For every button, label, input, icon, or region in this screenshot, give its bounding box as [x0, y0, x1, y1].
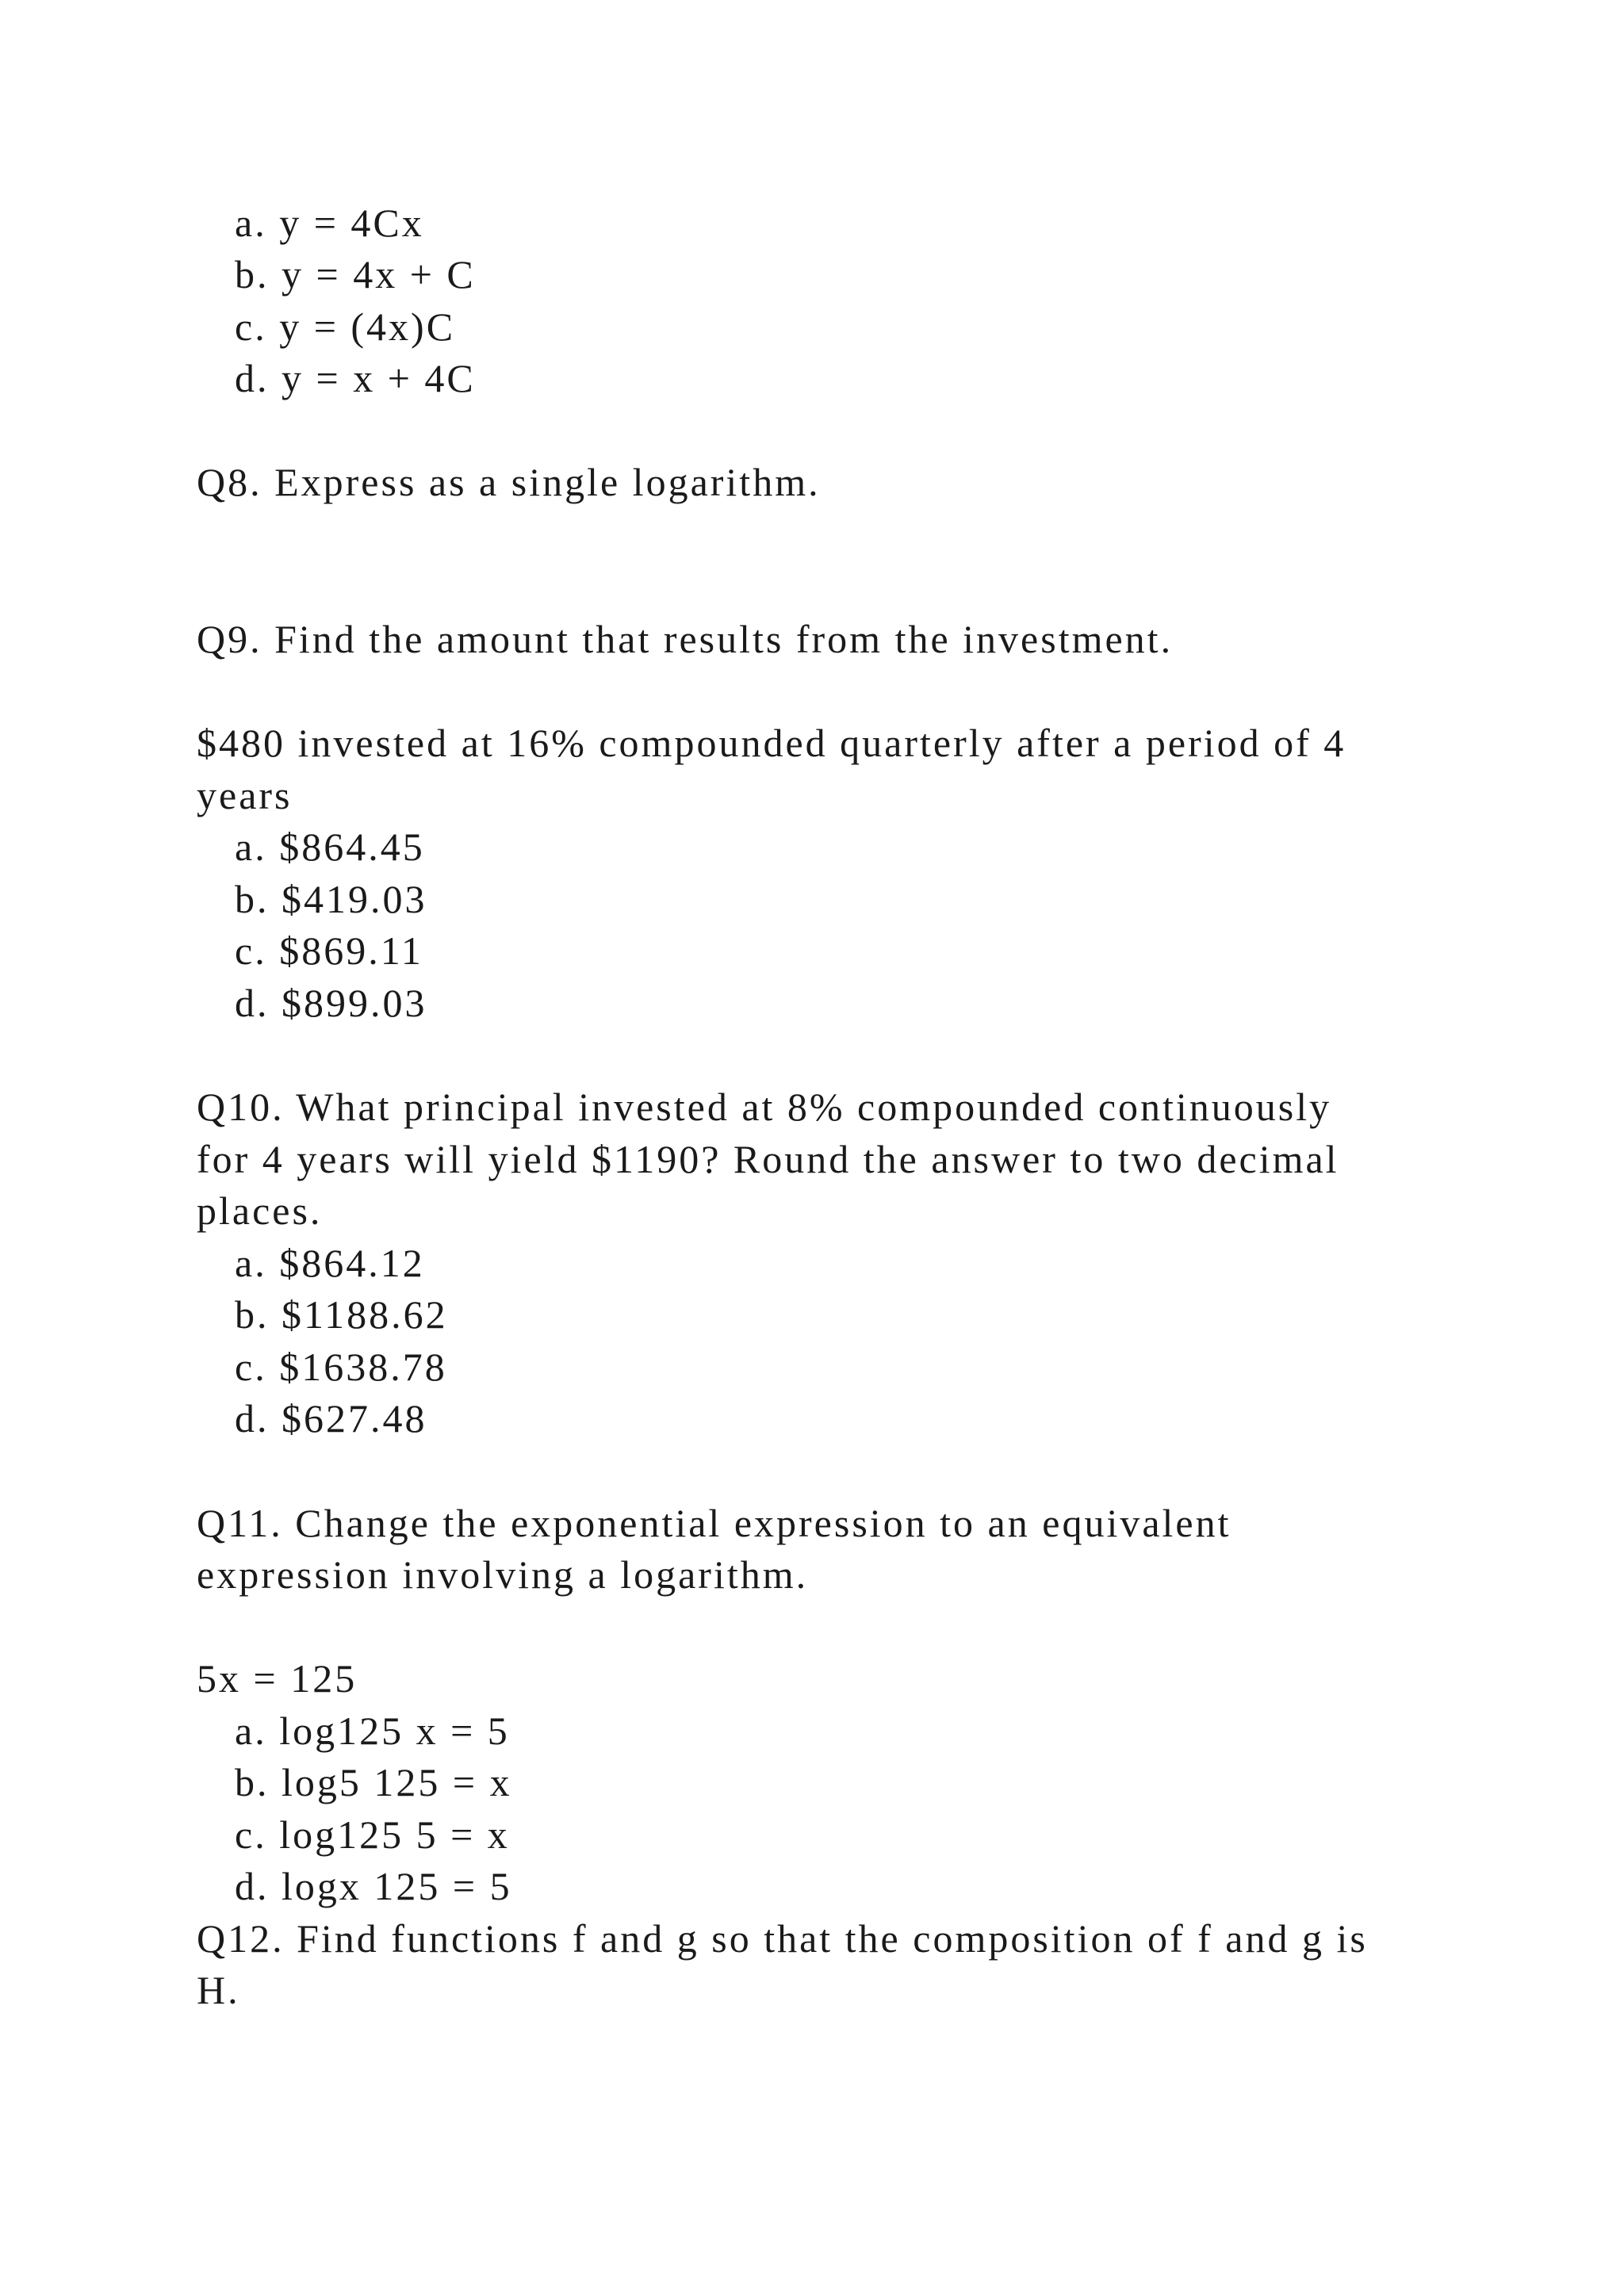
- q9-problem-line2: years: [197, 773, 293, 817]
- q12-question-line2: H.: [197, 1968, 240, 2012]
- q11-equation: 5x = 125: [197, 1656, 358, 1701]
- q9-problem-line1: $480 invested at 16% compounded quarterly after a period of 4: [197, 721, 1346, 765]
- q10-option-c: c. $1638.78: [235, 1345, 447, 1389]
- q7-option-b: b. y = 4x + C: [235, 252, 476, 297]
- q9-option-d: d. $899.03: [235, 981, 427, 1025]
- q11-question-line2: expression involving a logarithm.: [197, 1552, 809, 1597]
- q8-question: Q8. Express as a single logarithm.: [197, 460, 821, 504]
- q9-option-c: c. $869.11: [235, 928, 423, 973]
- q10-option-b: b. $1188.62: [235, 1292, 448, 1337]
- q11-option-a: a. log125 x = 5: [235, 1709, 510, 1753]
- q12-question-line1: Q12. Find functions f and g so that the composition of f and g is: [197, 1916, 1368, 1961]
- q9-option-b: b. $419.03: [235, 877, 427, 921]
- q11-option-b: b. log5 125 = x: [235, 1760, 512, 1804]
- q10-option-a: a. $864.12: [235, 1241, 425, 1285]
- q7-option-d: d. y = x + 4C: [235, 356, 476, 400]
- q7-option-a: a. y = 4Cx: [235, 201, 424, 245]
- q11-option-d: d. logx 125 = 5: [235, 1864, 512, 1908]
- q10-question-line1: Q10. What principal invested at 8% compounded continuously: [197, 1085, 1332, 1129]
- q11-question-line1: Q11. Change the exponential expression to an equivalent: [197, 1501, 1231, 1545]
- q10-question-line3: places.: [197, 1188, 323, 1233]
- q11-option-c: c. log125 5 = x: [235, 1812, 510, 1857]
- q7-option-c: c. y = (4x)C: [235, 304, 456, 349]
- q9-option-a: a. $864.45: [235, 825, 425, 869]
- q10-question-line2: for 4 years will yield $1190? Round the answer to two decimal: [197, 1137, 1339, 1181]
- q10-option-d: d. $627.48: [235, 1396, 427, 1441]
- q9-question: Q9. Find the amount that results from the investment.: [197, 617, 1174, 661]
